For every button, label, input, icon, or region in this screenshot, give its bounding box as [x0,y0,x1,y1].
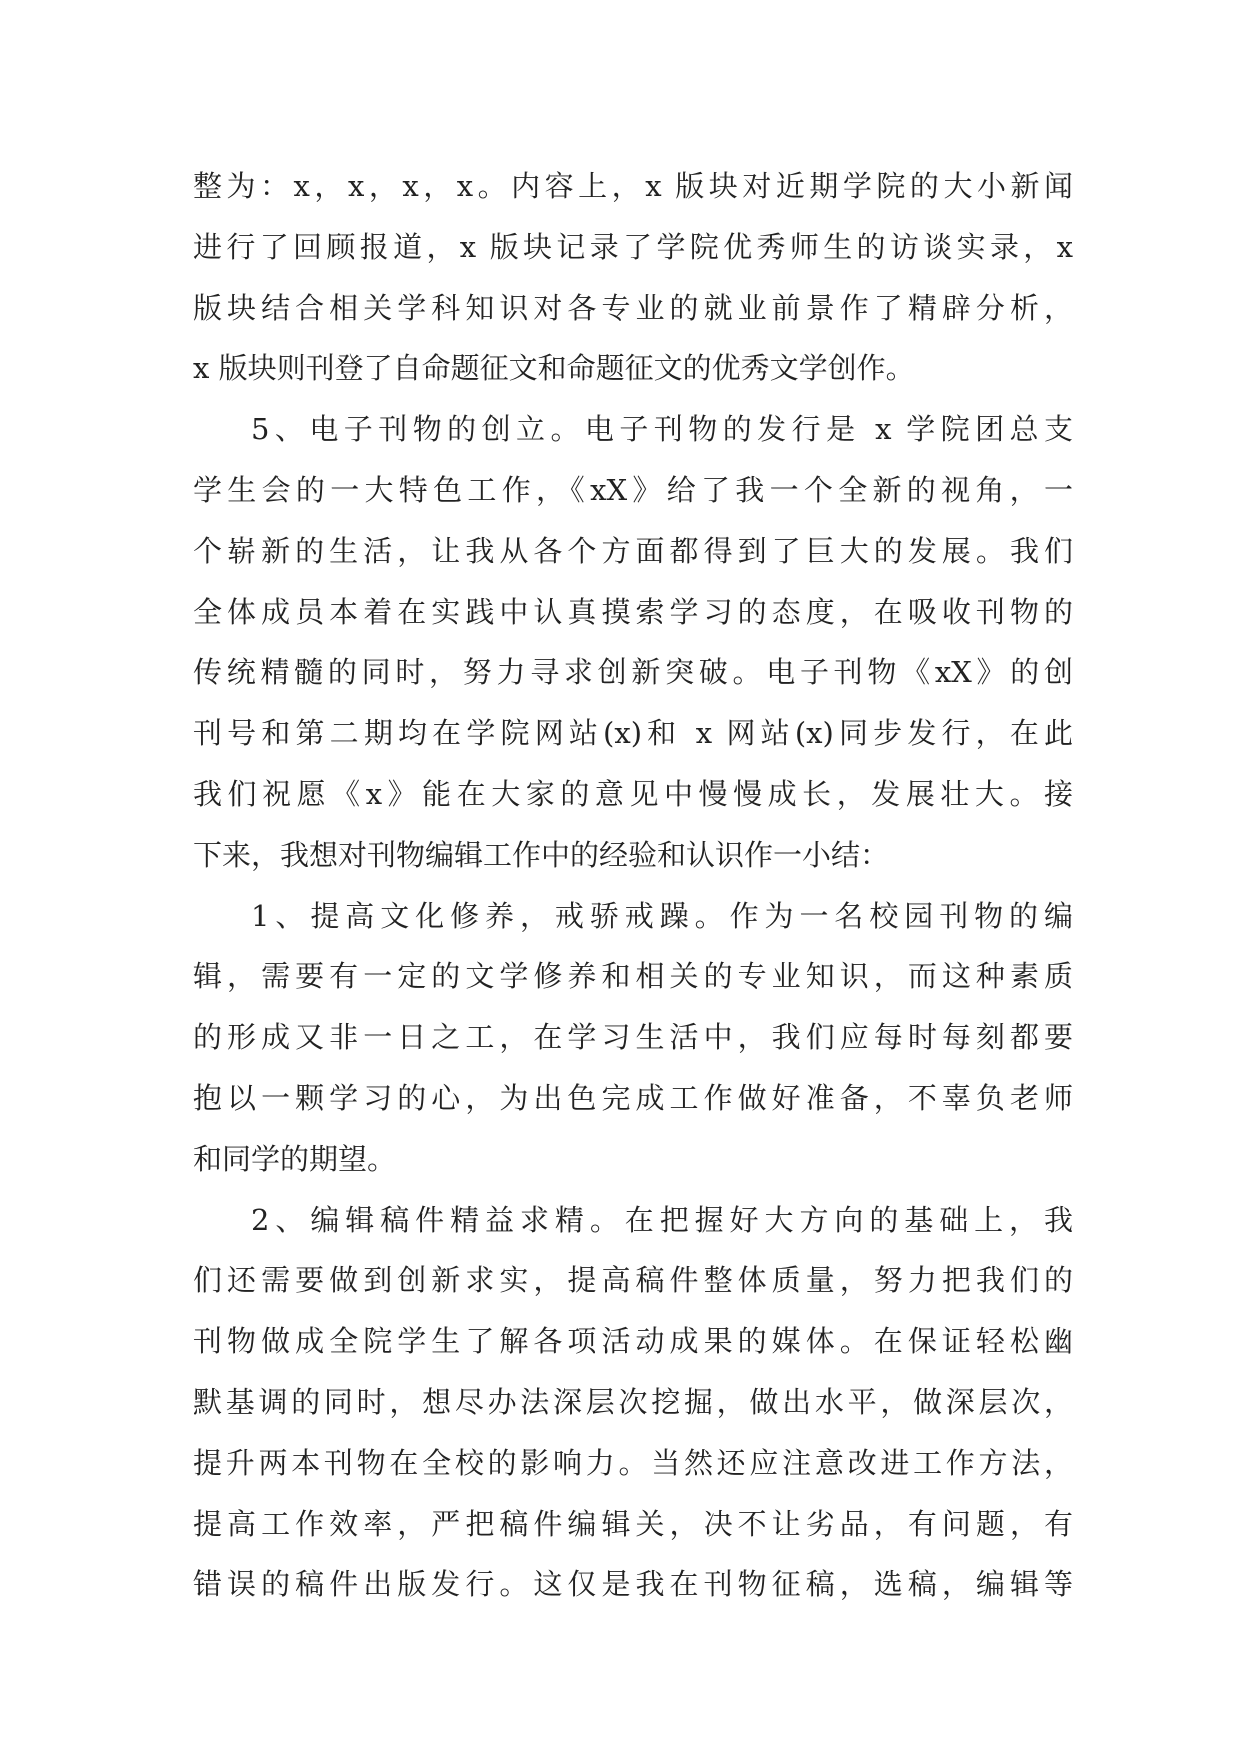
text-line: 错误的稿件出版发行。这仅是我在刊物征稿，选稿，编辑等 [193,1567,1073,1602]
text-line: 全体成员本着在实践中认真摸索学习的态度，在吸收刊物的 [193,594,1073,629]
text-line: 刊物做成全院学生了解各项活动成果的媒体。在保证轻松幽 [193,1324,1073,1359]
text-line: 和同学的期望。 [193,1141,397,1176]
text-line: 个崭新的生活，让我从各个方面都得到了巨大的发展。我们 [193,533,1073,568]
text-line: 整为：x，x，x，x。内容上，x 版块对近期学院的大小新闻 [193,169,1073,203]
text-line: 抱以一颗学习的心，为出色完成工作做好准备，不辜负老师 [193,1080,1073,1115]
text-line: 传统精髓的同时，努力寻求创新突破。电子刊物《xX》的创 [193,655,1073,690]
text-line: 提升两本刊物在全校的影响力。当然还应注意改进工作方法， [193,1445,1073,1480]
text-line: 提高工作效率，严把稿件编辑关，决不让劣品，有问题，有 [193,1506,1073,1541]
text-line: x 版块则刊登了自命题征文和命题征文的优秀文学创作。 [193,351,915,386]
text-line: 2、编辑稿件精益求精。在把握好大方向的基础上，我 [251,1202,1073,1237]
text-line: 5、电子刊物的创立。电子刊物的发行是 x 学院团总支 [251,412,1073,447]
text-line: 辑，需要有一定的文学修养和相关的专业知识，而这种素质 [193,959,1073,994]
text-line: 刊号和第二期均在学院网站(x)和 x 网站(x)同步发行，在此 [193,716,1073,751]
text-line: 1、提高文化修养，戒骄戒躁。作为一名校园刊物的编 [251,898,1073,933]
text-line: 学生会的一大特色工作，《xX》给了我一个全新的视角，一 [193,472,1073,507]
text-line: 默基调的同时，想尽办法深层次挖掘，做出水平，做深层次， [193,1384,1073,1419]
text-line: 的形成又非一日之工，在学习生活中，我们应每时每刻都要 [193,1020,1073,1055]
text-line: 下来，我想对刊物编辑工作中的经验和认识作一小结： [193,837,890,872]
text-line: 我们祝愿《x》能在大家的意见中慢慢成长，发展壮大。接 [193,776,1073,811]
text-line: 版块结合相关学科知识对各专业的就业前景作了精辟分析， [193,290,1073,325]
body-text [193,156,1073,1615]
text-line: 进行了回顾报道，x 版块记录了学院优秀师生的访谈实录，x [193,229,1073,264]
text-line: 们还需要做到创新求实，提高稿件整体质量，努力把我们的 [193,1263,1073,1298]
